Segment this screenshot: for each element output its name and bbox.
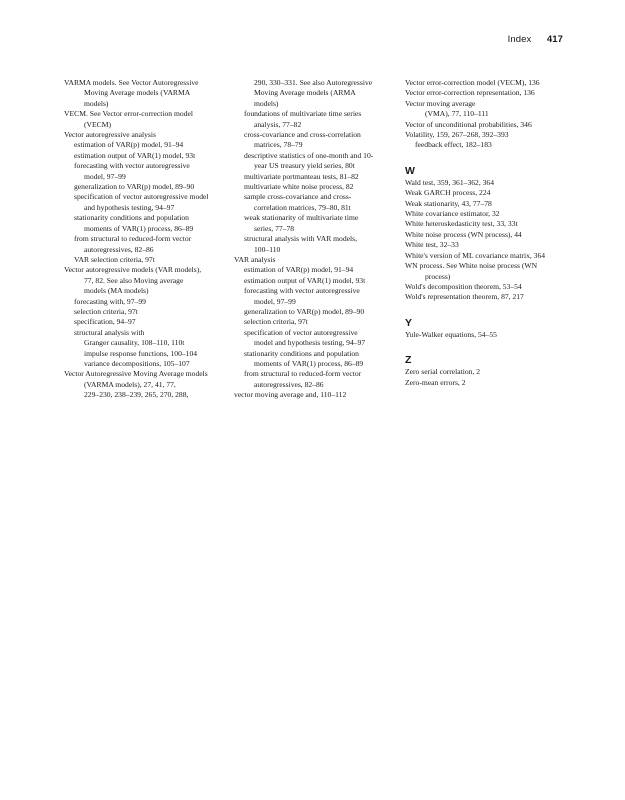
index-entry: correlation matrices, 79–80, 81t xyxy=(254,202,351,212)
section-letter: Y xyxy=(405,316,413,329)
index-entry: Wold's decomposition theorem, 53–54 xyxy=(405,281,522,291)
index-entry: 100–110 xyxy=(254,244,281,254)
index-entry: forecasting with vector autoregressive xyxy=(74,161,190,171)
index-entry: forecasting with, 97–99 xyxy=(74,296,146,306)
index-entry: White covariance estimator, 32 xyxy=(405,209,500,219)
index-entry: cross-covariance and cross-correlation xyxy=(244,130,361,140)
index-entry: feedback effect, 182–183 xyxy=(415,140,492,150)
index-entry: Moving Average models (VARMA xyxy=(84,88,191,98)
index-entry: 290, 330–331. See also Autoregressive xyxy=(254,78,373,87)
section-letter: Z xyxy=(405,354,412,367)
index-entry: Vector of unconditional probabilities, 346 xyxy=(405,119,532,129)
index-entry: multivariate white noise process, 82 xyxy=(244,182,354,192)
index-entry: Zero-mean errors, 2 xyxy=(405,377,466,387)
index-entry: Yule-Walker equations, 54–55 xyxy=(405,329,497,339)
index-entry: VARMA models. See Vector Autoregressive xyxy=(64,78,199,87)
index-entry: specification of vector autoregressive xyxy=(244,327,358,337)
index-entry: forecasting with vector autoregressive xyxy=(244,286,360,296)
index-entry: model and hypothesis testing, 94–97 xyxy=(254,338,366,348)
index-entry: Zero serial correlation, 2 xyxy=(405,367,481,377)
index-entry: model, 97–99 xyxy=(254,296,296,306)
index-entry: estimation of VAR(p) model, 91–94 xyxy=(74,140,184,150)
index-entry: (VARMA models), 27, 41, 77, xyxy=(84,379,176,389)
index-entry: series, 77–78 xyxy=(254,223,295,233)
index-entry: Vector autoregressive models (VAR models), xyxy=(64,265,202,275)
index-entry: Volatility, 159, 267–268, 392–393 xyxy=(405,130,509,140)
index-entry: foundations of multivariate time series xyxy=(244,109,362,119)
index-entry: from structural to reduced-form vector xyxy=(244,369,362,379)
index-entry: process) xyxy=(425,271,451,281)
index-entry: VAR selection criteria, 97t xyxy=(74,254,155,264)
running-head-title: Index xyxy=(507,34,532,45)
index-entry: models (MA models) xyxy=(84,286,149,296)
index-entry: from structural to reduced-form vector xyxy=(74,234,192,244)
index-entry: Vector Autoregressive Moving Average models xyxy=(64,369,208,379)
index-entry: Wald test, 359, 361–362, 364 xyxy=(405,177,495,187)
index-entry: moments of VAR(1) process, 86–89 xyxy=(84,223,194,233)
index-entry: autoregressives, 82–86 xyxy=(84,244,154,254)
index-entry: White noise process (WN process), 44 xyxy=(405,229,522,239)
index-entry: Granger causality, 108–110, 110t xyxy=(84,338,185,348)
index-entry: autoregressives, 82–86 xyxy=(254,379,324,389)
index-entry: vector moving average and, 110–112 xyxy=(234,390,347,400)
index-entry: estimation of VAR(p) model, 91–94 xyxy=(244,265,354,275)
index-entry: weak stationarity of multivariate time xyxy=(244,213,359,223)
index-entry: Weak stationarity, 43, 77–78 xyxy=(405,198,492,208)
index-entry: impulse response functions, 100–104 xyxy=(84,348,198,358)
index-entry: (VMA), 77, 110–111 xyxy=(425,109,489,119)
index-entry: selection criteria, 97t xyxy=(244,317,308,327)
running-head xyxy=(508,34,563,45)
index-entry: Weak GARCH process, 224 xyxy=(405,188,491,198)
index-entry: White test, 32–33 xyxy=(405,240,459,250)
index-entry: structural analysis with xyxy=(74,327,145,337)
index-entry: generalization to VAR(p) model, 89–90 xyxy=(244,306,365,316)
index-entry: WN process. See White noise process (WN xyxy=(405,261,538,271)
section-letter: W xyxy=(405,164,415,177)
index-entry: model, 97–99 xyxy=(84,171,126,181)
index-entry: specification of vector autoregressive model xyxy=(74,192,209,202)
index-entry: Vector autoregressive analysis xyxy=(64,130,156,140)
index-entry: estimation output of VAR(1) model, 93t xyxy=(74,150,196,160)
index-entry: 77, 82. See also Moving average xyxy=(84,275,184,285)
index-entry: Moving Average models (ARMA xyxy=(254,88,356,98)
index-entry: multivariate portmanteau tests, 81–82 xyxy=(244,171,359,181)
page-number: 417 xyxy=(546,34,563,45)
index-entry: moments of VAR(1) process, 86–89 xyxy=(254,358,364,368)
index-column-2 xyxy=(234,78,404,401)
index-entry: models) xyxy=(84,98,109,108)
index-entry: structural analysis with VAR models, xyxy=(244,234,357,244)
index-entry: stationarity conditions and population xyxy=(244,348,359,358)
index-entry: stationarity conditions and population xyxy=(74,213,189,223)
index-entry: year US treasury yield series, 80t xyxy=(254,161,355,171)
index-entry: Vector moving average xyxy=(405,98,476,108)
index-entry: models) xyxy=(254,98,279,108)
index-entry: (VECM) xyxy=(84,119,111,129)
index-entry: and hypothesis testing, 94–97 xyxy=(84,202,175,212)
index-entry: sample cross-covariance and cross- xyxy=(244,192,352,202)
index-entry: descriptive statistics of one-month and 10- xyxy=(244,150,374,160)
index-entry: estimation output of VAR(1) model, 93t xyxy=(244,275,366,285)
index-entry: generalization to VAR(p) model, 89–90 xyxy=(74,182,195,192)
index-entry: White's version of ML covariance matrix, 364 xyxy=(405,250,546,260)
index-entry: variance decompositions, 105–107 xyxy=(84,358,190,368)
index-entry: Vector error-correction model (VECM), 136 xyxy=(405,78,540,87)
index-entry: matrices, 78–79 xyxy=(254,140,303,150)
index-entry: analysis, 77–82 xyxy=(254,119,302,129)
index-entry: selection criteria, 97t xyxy=(74,306,138,316)
index-entry: VECM. See Vector error-correction model xyxy=(64,109,193,119)
index-entry: White heteroskedasticity test, 33, 33t xyxy=(405,219,518,229)
index-entry: VAR analysis xyxy=(234,254,276,264)
index-entry: Wold's representation theorem, 87, 217 xyxy=(405,292,524,302)
index-entry: 229–230, 238–239, 265, 270, 288, xyxy=(84,390,189,400)
index-entry: specification, 94–97 xyxy=(74,317,136,327)
index-column-1 xyxy=(64,78,244,401)
index-column-3 xyxy=(405,78,580,388)
index-entry: Vector error-correction representation, 136 xyxy=(405,88,535,98)
